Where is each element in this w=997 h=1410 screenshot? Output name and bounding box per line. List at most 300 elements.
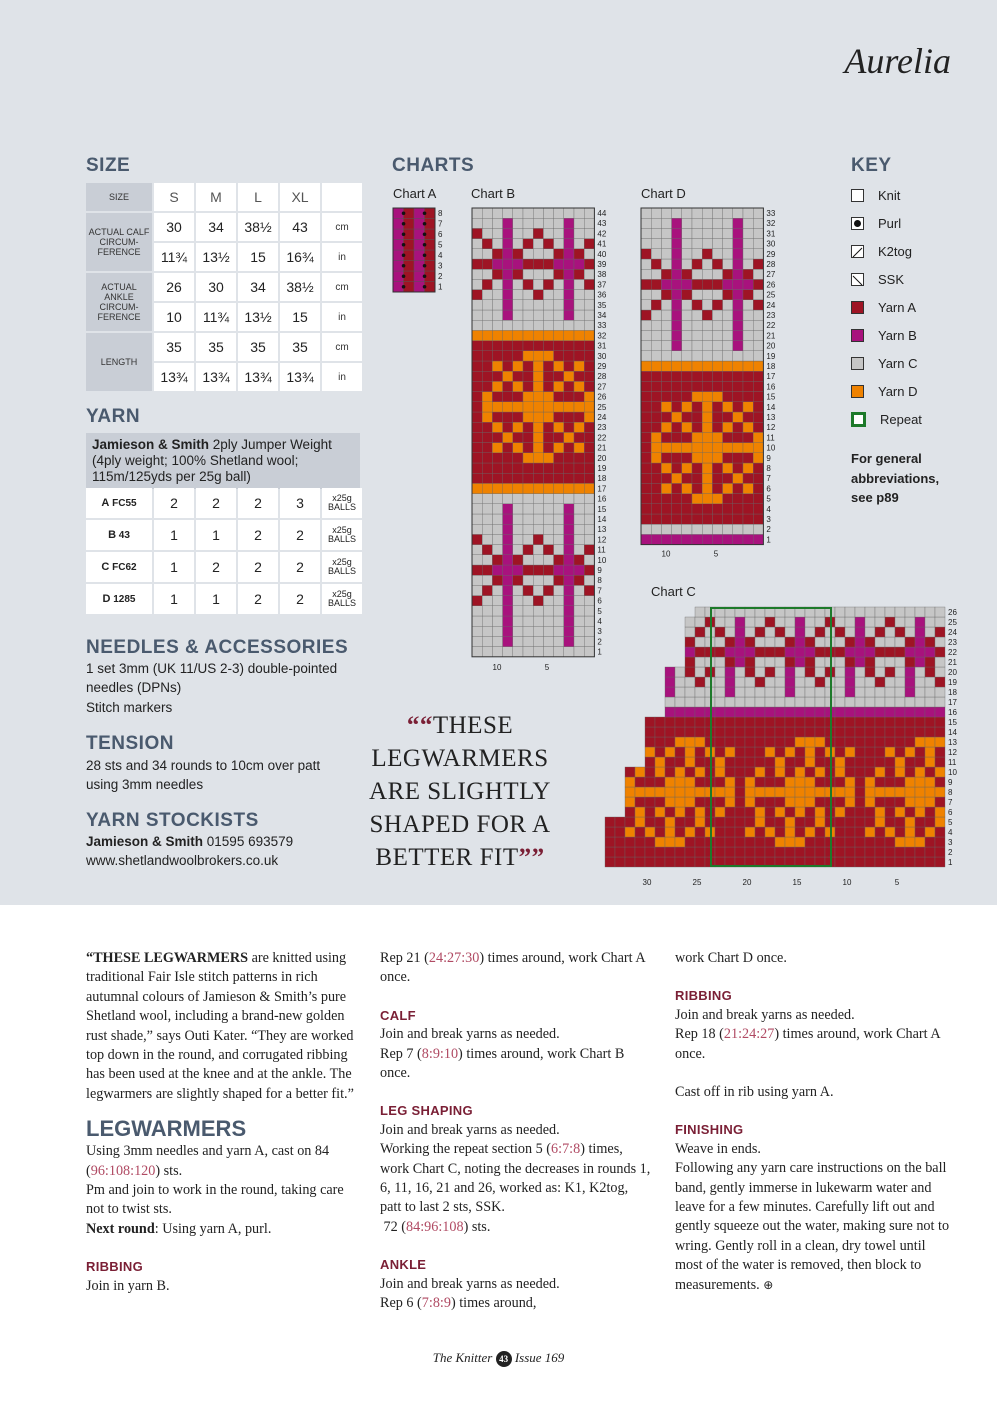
purl-dot-icon — [402, 232, 406, 236]
chart-c-cell — [915, 837, 925, 847]
chart-c-cell — [775, 667, 785, 677]
chart-d-row-number: 32 — [766, 219, 776, 229]
chart-c-cell — [765, 667, 775, 677]
chart-c-cell — [875, 857, 885, 867]
chart-d-cell — [641, 422, 651, 432]
chart-d-cell — [641, 249, 651, 259]
chart-c-cell — [665, 787, 675, 797]
chart-c-cell — [625, 837, 635, 847]
chart-b-cell — [584, 514, 594, 524]
chart-d-cell — [712, 494, 722, 504]
chart-c-cell — [855, 737, 865, 747]
knit-square-icon — [851, 189, 864, 202]
chart-c-cell — [935, 607, 945, 617]
chart-b-cell — [482, 402, 492, 412]
chart-c-cell — [895, 777, 905, 787]
chart-c-cell — [735, 777, 745, 787]
chart-c-cell — [795, 627, 805, 637]
chart-c-cell — [715, 817, 725, 827]
chart-c-cell — [625, 777, 635, 787]
chart-b-cell — [574, 585, 584, 595]
chart-d-cell — [682, 228, 692, 238]
chart-d-cell — [743, 259, 753, 269]
chart-c-cell — [925, 757, 935, 767]
chart-d-cell — [672, 351, 682, 361]
chart-c-cell — [905, 687, 915, 697]
purl-dot-icon — [402, 264, 406, 268]
chart-d-cell — [723, 239, 733, 249]
chart-b-cell — [554, 269, 564, 279]
chart-d-cell — [682, 208, 692, 218]
chart-c-cell — [925, 707, 935, 717]
chart-d-cell — [712, 351, 722, 361]
text: Rep 21 ( — [380, 950, 429, 966]
chart-c-cell — [935, 727, 945, 737]
chart-b-cell — [472, 596, 482, 606]
chart-d-cell — [702, 514, 712, 524]
chart-d-cell — [712, 310, 722, 320]
chart-b-cell — [543, 647, 553, 657]
chart-c-row-number: 21 — [948, 658, 957, 667]
chart-d-row-number: 30 — [766, 239, 776, 249]
chart-c-cell — [865, 717, 875, 727]
chart-b-cell — [523, 361, 533, 371]
chart-c-cell — [935, 847, 945, 857]
chart-d-cell — [743, 422, 753, 432]
chart-b-cell — [533, 402, 543, 412]
chart-b-row-number: 16 — [597, 494, 607, 504]
chart-c-cell — [875, 787, 885, 797]
chart-c-cell — [805, 757, 815, 767]
chart-b-cell — [554, 534, 564, 544]
chart-b-cell — [472, 626, 482, 636]
chart-b-cell — [574, 402, 584, 412]
chart-d-cell — [641, 453, 651, 463]
chart-c-cell — [935, 757, 945, 767]
chart-d-cell — [743, 473, 753, 483]
chart-c-row-number: 7 — [948, 798, 953, 807]
chart-d-cell — [702, 524, 712, 534]
chart-d-cell — [692, 259, 702, 269]
chart-b-cell — [543, 371, 553, 381]
chart-b-cell — [554, 463, 564, 473]
chart-b-cell — [564, 483, 574, 493]
chart-c-cell — [675, 777, 685, 787]
chart-c-cell — [735, 767, 745, 777]
chart-c-cell — [805, 677, 815, 687]
chart-b-cell — [482, 259, 492, 269]
chart-b-cell — [564, 555, 574, 565]
chart-c-cell — [755, 827, 765, 837]
intro-paragraph — [86, 949, 356, 1104]
chart-d-cell — [743, 218, 753, 228]
chart-c-cell — [645, 827, 655, 837]
chart-b-cell — [472, 330, 482, 340]
chart-c-cell — [695, 617, 705, 627]
chart-d-row-number: 14 — [766, 402, 776, 412]
chart-b-cell — [554, 432, 564, 442]
chart-b-cell — [492, 361, 502, 371]
chart-c-cell — [875, 817, 885, 827]
text: Following any yarn care instructions on the ball band, gently immerse in lukewarm water and leave for a few minutes. Carefully lift out and gently squeeze out the water, making sure not to wring. Gently roll in a clean, dry towel until most of the water is removed, then block to measurements. — [675, 1160, 950, 1293]
chart-c-cell — [835, 717, 845, 727]
chart-b-cell — [492, 412, 502, 422]
chart-d-label: Chart D — [641, 186, 686, 201]
chart-b-cell — [513, 269, 523, 279]
chart-c-cell — [865, 627, 875, 637]
chart-b-cell — [533, 524, 543, 534]
chart-b-cell — [554, 545, 564, 555]
chart-c-cell — [695, 737, 705, 747]
chart-b-cell — [554, 636, 564, 646]
stockist-url[interactable]: www.shetlandwoolbrokers.co.uk — [86, 853, 279, 869]
chart-d-cell — [712, 402, 722, 412]
chart-c-cell — [855, 607, 865, 617]
chart-b-cell — [503, 381, 513, 391]
chart-d-cell — [651, 494, 661, 504]
chart-b-row-number: 10 — [597, 555, 607, 565]
chart-b-cell — [482, 300, 492, 310]
chart-c-row-number: 1 — [948, 858, 953, 867]
chart-b-cell — [472, 565, 482, 575]
chart-d-cell — [682, 402, 692, 412]
chart-d-cell — [733, 208, 743, 218]
chart-c-cell — [935, 737, 945, 747]
text: ) times around, — [450, 1295, 537, 1312]
chart-b-cell — [482, 361, 492, 371]
chart-b-cell — [513, 545, 523, 555]
chart-d-cell — [651, 514, 661, 524]
chart-c-cell — [915, 697, 925, 707]
chart-d-cell — [712, 504, 722, 514]
chart-c-cell — [795, 697, 805, 707]
chart-b-cell — [574, 555, 584, 565]
calf-text: Join and break yarns as needed. — [380, 1026, 560, 1043]
chart-c-cell — [875, 667, 885, 677]
chart-b-cell — [503, 402, 513, 412]
chart-b-cell — [543, 606, 553, 616]
chart-b-cell — [564, 626, 574, 636]
chart-b-cell — [513, 443, 523, 453]
chart-d-cell — [743, 208, 753, 218]
chart-d-cell — [692, 239, 702, 249]
chart-d-cell — [712, 239, 722, 249]
chart-c-cell — [875, 627, 885, 637]
chart-c-cell — [655, 857, 665, 867]
chart-b-cell — [543, 463, 553, 473]
chart-d-cell — [723, 392, 733, 402]
chart-b-cell — [472, 575, 482, 585]
chart-c-cell — [805, 647, 815, 657]
chart-c-cell — [865, 807, 875, 817]
chart-b-cell — [513, 504, 523, 514]
key-item — [851, 377, 922, 405]
chart-c-cell — [875, 747, 885, 757]
chart-b-cell — [492, 596, 502, 606]
chart-d-cell — [661, 290, 671, 300]
chart-d-cell — [641, 300, 651, 310]
chart-d-cell — [753, 269, 763, 279]
chart-b-cell — [492, 494, 502, 504]
chart-c-cell — [805, 817, 815, 827]
chart-d-cell — [661, 341, 671, 351]
chart-b-cell — [564, 300, 574, 310]
chart-c-cell — [755, 687, 765, 697]
chart-b-cell — [584, 208, 594, 218]
chart-c-cell — [635, 857, 645, 867]
chart-b-cell — [472, 269, 482, 279]
chart-c-cell — [665, 807, 675, 817]
chart-c-cell — [725, 807, 735, 817]
chart-c-cell — [755, 707, 765, 717]
chart-d-cell — [682, 514, 692, 524]
chart-d-cell — [733, 249, 743, 259]
chart-b-cell — [554, 473, 564, 483]
chart-c-cell — [665, 737, 675, 747]
chart-c-cell — [715, 837, 725, 847]
chart-b-cell — [533, 453, 543, 463]
chart-b-cell — [472, 310, 482, 320]
chart-d-cell — [682, 279, 692, 289]
chart-b-cell — [554, 218, 564, 228]
chart-b-cell — [492, 381, 502, 391]
chart-b-row-number: 24 — [597, 413, 607, 422]
chart-c-cell — [855, 727, 865, 737]
chart-c-cell — [925, 617, 935, 627]
text: ) times around, work Chart B once. — [380, 1045, 625, 1082]
chart-b-cell — [513, 463, 523, 473]
size-cell: 30 — [154, 213, 194, 241]
chart-d-cell — [723, 483, 733, 493]
chart-b-cell — [543, 453, 553, 463]
chart-b-row-number: 7 — [597, 586, 602, 596]
chart-c-cell — [635, 837, 645, 847]
chart-b-cell — [482, 341, 492, 351]
size-cell: 35 — [154, 333, 194, 361]
chart-b-cell — [492, 575, 502, 585]
chart-c-cell — [605, 827, 615, 837]
chart-b-cell — [543, 585, 553, 595]
size-heading: SIZE — [86, 155, 131, 176]
chart-b-cell — [554, 371, 564, 381]
chart-d-cell — [682, 473, 692, 483]
chart-b-cell — [584, 534, 594, 544]
chart-d-row-number: 22 — [766, 321, 776, 331]
purl-dot-icon — [423, 222, 427, 226]
chart-c-cell — [795, 657, 805, 667]
needles-line: 1 set 3mm (UK 11/US 2-3) double-pointed — [86, 661, 338, 676]
chart-d-cell — [712, 381, 722, 391]
chart-b-cell — [564, 514, 574, 524]
chart-d-cell — [641, 381, 651, 391]
chart-b-cell — [472, 636, 482, 646]
chart-c-cell — [835, 757, 845, 767]
chart-c-cell — [665, 717, 675, 727]
chart-b-row-number: 5 — [597, 606, 602, 616]
chart-d-cell — [712, 534, 722, 544]
size-cell: 11¾ — [154, 243, 194, 271]
chart-b-cell — [584, 565, 594, 575]
size-values: 6:7:8 — [551, 1141, 581, 1158]
chart-b-cell — [482, 320, 492, 330]
chart-c-cell — [835, 737, 845, 747]
chart-c-cell — [785, 767, 795, 777]
chart-d-cell — [682, 422, 692, 432]
chart-b-cell — [503, 473, 513, 483]
yarn-qty-cell: 2 — [280, 552, 320, 582]
chart-b-label: Chart B — [471, 186, 516, 201]
ribbing-text: Join in yarn B. — [86, 1277, 170, 1294]
chart-b-cell — [554, 647, 564, 657]
chart-c-cell — [915, 627, 925, 637]
chart-c-cell — [835, 857, 845, 867]
chart-d-cell — [702, 443, 712, 453]
chart-c-cell — [715, 637, 725, 647]
chart-d-cell — [753, 259, 763, 269]
chart-d-cell — [723, 402, 733, 412]
magazine-name: The Knitter — [432, 1350, 493, 1365]
chart-b-cell — [533, 330, 543, 340]
chart-c-cell — [695, 817, 705, 827]
chart-d-cell — [743, 534, 753, 544]
chart-d-cell — [672, 412, 682, 422]
chart-c-cell — [915, 707, 925, 717]
chart-c-cell — [725, 707, 735, 717]
chart-c-cell — [925, 667, 935, 677]
chart-d-cell — [753, 392, 763, 402]
chart-b-cell — [554, 320, 564, 330]
chart-d-cell — [702, 330, 712, 340]
chart-b-cell — [533, 636, 543, 646]
chart-b-cell — [533, 269, 543, 279]
chart-c-cell — [665, 767, 675, 777]
chart-c-row-number: 2 — [948, 848, 953, 857]
chart-b-cell — [533, 585, 543, 595]
chart-b-cell — [523, 463, 533, 473]
chart-d-cell — [733, 341, 743, 351]
chart-b-cell — [513, 330, 523, 340]
chart-c-cell — [875, 777, 885, 787]
chart-b-cell — [533, 228, 543, 238]
chart-c-cell — [725, 697, 735, 707]
chart-b-cell — [543, 412, 553, 422]
chart-c-cell — [795, 807, 805, 817]
chart-d-row-number: 18 — [766, 362, 776, 371]
stockist-phone: 01595 693579 — [203, 834, 294, 849]
chart-c-cell — [875, 827, 885, 837]
chart-c-cell — [795, 707, 805, 717]
quote-line: BETTER FIT — [375, 844, 519, 871]
chart-c-cell — [645, 787, 655, 797]
chart-c-cell — [625, 857, 635, 867]
chart-c-cell — [745, 627, 755, 637]
chart-b-cell — [472, 463, 482, 473]
chart-c-cell — [735, 757, 745, 767]
chart-d-cell — [733, 392, 743, 402]
chart-c-cell — [925, 837, 935, 847]
chart-c-cell — [815, 727, 825, 737]
size-cell: 13½ — [238, 303, 278, 331]
chart-b-cell — [533, 208, 543, 218]
chart-d-cell — [651, 239, 661, 249]
chart-b-cell — [543, 218, 553, 228]
chart-c-cell — [815, 847, 825, 857]
chart-b-cell — [482, 626, 492, 636]
chart-c-row-number: 19 — [948, 678, 957, 687]
chart-d-cell — [743, 463, 753, 473]
chart-b-cell — [492, 483, 502, 493]
chart-d-cell — [651, 453, 661, 463]
chart-b-row-number: 26 — [597, 392, 607, 402]
chart-d-cell — [692, 483, 702, 493]
chart-d-cell — [702, 504, 712, 514]
chart-c-cell — [685, 767, 695, 777]
size-unit: cm — [322, 273, 362, 301]
chart-c-cell — [805, 747, 815, 757]
chart-b-cell — [513, 351, 523, 361]
chart-c-cell — [725, 727, 735, 737]
chart-d-cell — [733, 504, 743, 514]
chart-b-cell — [533, 310, 543, 320]
chart-b-cell — [513, 565, 523, 575]
size-cell: 34 — [238, 273, 278, 301]
chart-b-cell — [513, 606, 523, 616]
chart-c-cell — [885, 797, 895, 807]
chart-b-cell — [523, 524, 533, 534]
repeat-box-icon — [851, 412, 866, 427]
chart-c-cell — [855, 687, 865, 697]
chart-b-cell — [554, 239, 564, 249]
chart-d-cell — [682, 483, 692, 493]
chart-b-cell — [482, 463, 492, 473]
chart-b-cell — [564, 228, 574, 238]
chart-d-cell — [651, 412, 661, 422]
chart-c-cell — [655, 727, 665, 737]
chart-c-cell — [765, 787, 775, 797]
chart-d-cell — [682, 453, 692, 463]
chart-b-cell — [533, 473, 543, 483]
chart-b-cell — [574, 514, 584, 524]
chart-b-cell — [513, 239, 523, 249]
chart-c-cell — [645, 767, 655, 777]
chart-d-cell — [651, 402, 661, 412]
chart-d-cell — [682, 494, 692, 504]
chart-d-cell — [753, 300, 763, 310]
chart-b-cell — [472, 341, 482, 351]
chart-c-cell — [915, 857, 925, 867]
size-cell: 15 — [238, 243, 278, 271]
chart-d-cell — [733, 524, 743, 534]
chart-d-cell — [702, 422, 712, 432]
chart-c-cell — [865, 687, 875, 697]
chart-b-cell — [574, 249, 584, 259]
size-header-s: S — [154, 183, 194, 211]
chart-c-cell — [785, 707, 795, 717]
chart-c-cell — [695, 787, 705, 797]
chart-c-cell — [685, 737, 695, 747]
chart-d-cell — [753, 422, 763, 432]
chart-b-cell — [564, 545, 574, 555]
chart-d-cell — [672, 432, 682, 442]
chart-d-cell — [712, 473, 722, 483]
chart-b-cell — [513, 381, 523, 391]
chart-d-cell — [723, 524, 733, 534]
chart-b-cell — [503, 351, 513, 361]
chart-c-cell — [665, 827, 675, 837]
chart-b-cell — [482, 443, 492, 453]
chart-c-cell — [685, 777, 695, 787]
chart-c-cell — [805, 797, 815, 807]
